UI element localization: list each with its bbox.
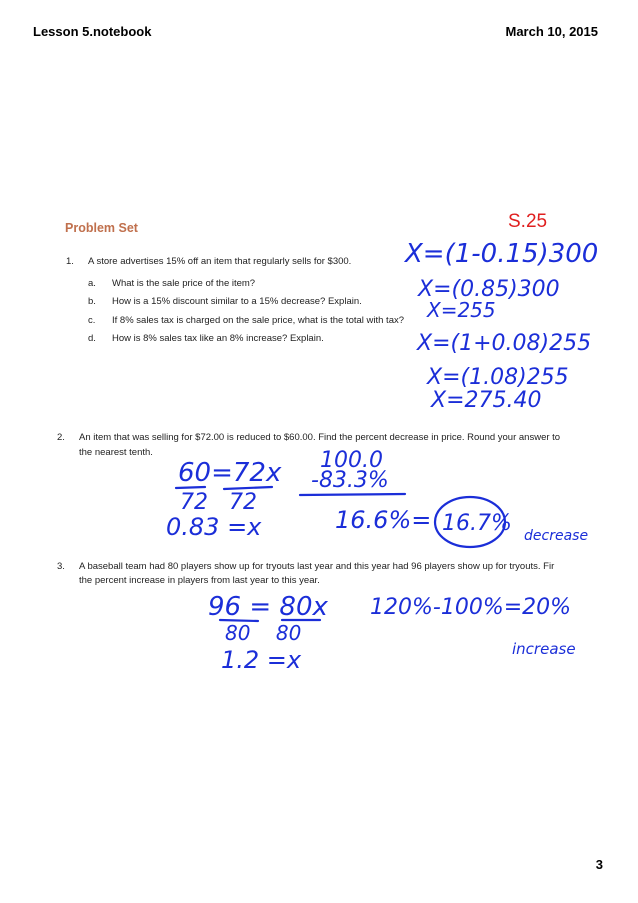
hw-q2-answer: 16.7% (442, 511, 512, 536)
part-label: c. (88, 315, 96, 326)
question-1-text: A store advertises 15% off an item that regularly sells for $300. (88, 256, 352, 267)
hw-q3-denominators: 80 80 (225, 621, 302, 645)
hw-q2-denominators: 72 72 (180, 490, 257, 515)
part-text: What is the sale price of the item? (112, 278, 256, 289)
question-2-line-2: the nearest tenth. (79, 447, 153, 458)
question-3-line-2: the percent increase in players from last year to this year. (79, 575, 320, 586)
part-label: d. (88, 333, 96, 344)
question-3-line-1: A baseball team had 80 players show up for tryouts last year and this year had 96 players show up for tryouts. Fir (79, 561, 555, 572)
document-title: Lesson 5.notebook (33, 24, 152, 39)
hw-q3-calc: 120%-100%=20% (370, 595, 572, 620)
hw-q1-line-3: X=255 (427, 298, 496, 322)
hw-q3-equation: 96 = 80x (208, 592, 328, 622)
subtraction-bar (300, 494, 405, 495)
part-label: a. (88, 278, 96, 289)
problem-set-title: Problem Set (65, 221, 138, 235)
hw-q2-difference: 16.6%= (335, 506, 432, 534)
question-2-number: 2. (57, 432, 65, 443)
hw-q2-result: 0.83 =x (166, 513, 262, 541)
hw-q1-line-4: X=(1+0.08)255 (417, 331, 592, 356)
fraction-bar (176, 487, 205, 488)
document-date: March 10, 2015 (505, 24, 598, 39)
hw-q2-word: decrease (524, 528, 589, 544)
question-3-number: 3. (57, 561, 65, 572)
part-text: How is 8% sales tax like an 8% increase? Explain. (112, 333, 324, 344)
question-2-line-1: An item that was selling for $72.00 is reduced to $60.00. Find the percent decrease in price. Round your answer to (79, 432, 561, 443)
hw-q2-subtract-top: 100.0 (320, 448, 383, 473)
page-number: 3 (595, 857, 603, 872)
question-1-number: 1. (66, 256, 74, 267)
slide-annotation: S.25 (508, 211, 548, 232)
part-label: b. (88, 296, 96, 307)
part-text: If 8% sales tax is charged on the sale price, what is the total with tax? (112, 315, 405, 326)
hw-q1-line-1: X=(1-0.15)300 (405, 239, 599, 269)
hw-q3-result: 1.2 =x (221, 646, 302, 674)
hw-q2-equation: 60=72x (178, 458, 282, 488)
hw-q1-line-5: X=(1.08)255 (427, 365, 569, 390)
hw-q2-subtract-bottom: -83.3% (311, 468, 389, 493)
hw-q3-word: increase (512, 640, 576, 658)
hw-q1-line-2: X=(0.85)300 (418, 277, 560, 302)
part-text: How is a 15% discount similar to a 15% decrease? Explain. (112, 296, 362, 307)
hw-q1-line-6: X=275.40 (431, 388, 542, 413)
